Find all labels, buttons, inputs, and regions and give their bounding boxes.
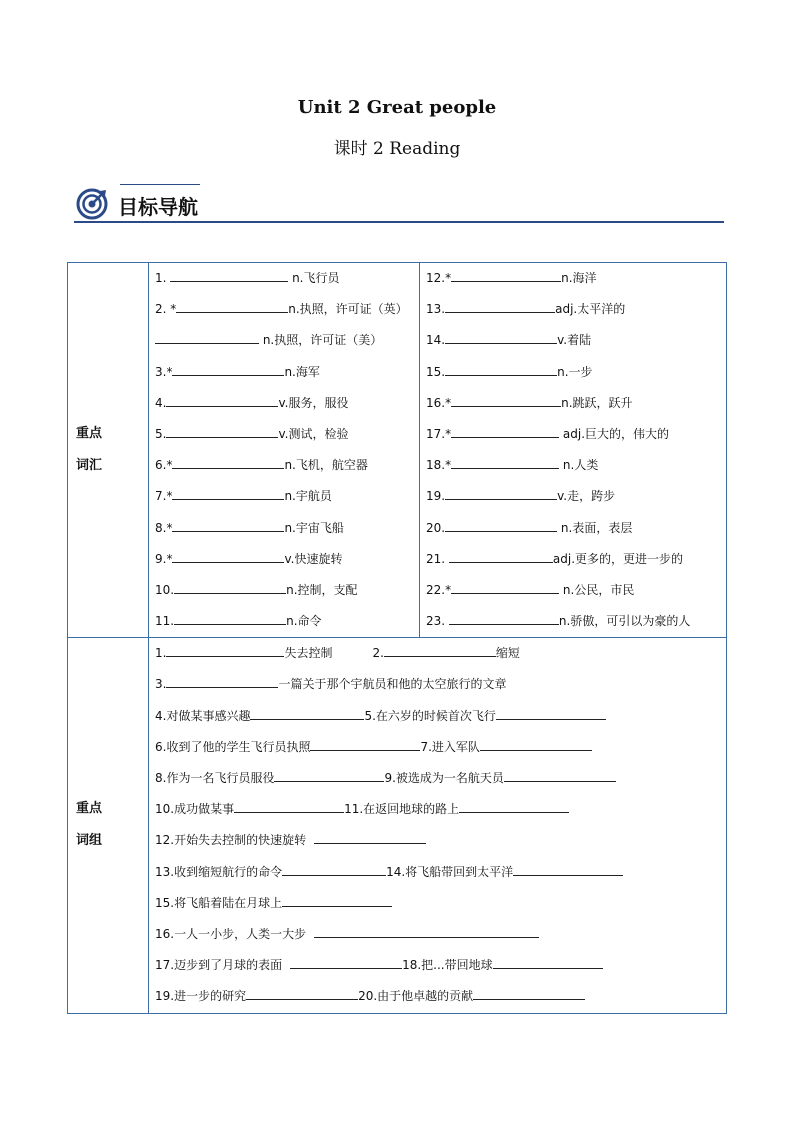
answer-blank[interactable] — [384, 643, 496, 657]
vocab-item: 14. v.着陆 — [420, 325, 726, 356]
vocab-item: 16.* n.跳跃，跃升 — [420, 388, 726, 419]
answer-blank[interactable] — [473, 986, 585, 1000]
vocab-item: 7.* n.宇航员 — [149, 481, 419, 512]
header-bottom-rule — [74, 221, 724, 223]
phrase-item: 15.将飞船着陆在月球上 — [149, 888, 726, 919]
answer-blank[interactable] — [234, 799, 344, 813]
answer-blank[interactable] — [174, 580, 286, 594]
answer-blank[interactable] — [166, 674, 278, 688]
answer-blank[interactable] — [314, 924, 539, 938]
vocab-item: 10. n.控制，支配 — [149, 575, 419, 606]
vocab-item: 22.* n.公民，市民 — [420, 575, 726, 606]
answer-blank[interactable] — [445, 299, 555, 313]
phrase-item: 6.收到了他的学生飞行员执照 7.进入军队 — [149, 732, 726, 763]
answer-blank[interactable] — [176, 299, 288, 313]
answer-blank[interactable] — [172, 549, 284, 563]
answer-blank[interactable] — [449, 611, 559, 625]
vocab-item: 13. adj.太平洋的 — [420, 294, 726, 325]
phrase-item: 19.进一步的研究 20.由于他卓越的贡献 — [149, 981, 726, 1012]
vocab-left-column — [149, 263, 420, 638]
answer-blank[interactable] — [496, 706, 606, 720]
answer-blank[interactable] — [310, 737, 420, 751]
answer-blank[interactable] — [246, 986, 358, 1000]
answer-blank[interactable] — [480, 737, 592, 751]
vocab-item: 20. n.表面，表层 — [420, 513, 726, 544]
answer-blank[interactable] — [449, 549, 553, 563]
answer-blank[interactable] — [172, 486, 284, 500]
section-header-goals — [74, 184, 724, 224]
vocab-item: 1. n.飞行员 — [149, 263, 419, 294]
answer-blank[interactable] — [445, 486, 557, 500]
phrases-section — [68, 638, 727, 1013]
answer-blank[interactable] — [166, 393, 278, 407]
answer-blank[interactable] — [166, 424, 278, 438]
header-top-rule — [120, 184, 200, 185]
answer-blank[interactable] — [445, 518, 557, 532]
vocab-item: n.执照，许可证（美） — [149, 325, 419, 356]
answer-blank[interactable] — [172, 455, 284, 469]
vocab-item: 5. v.测试，检验 — [149, 419, 419, 450]
answer-blank[interactable] — [250, 706, 364, 720]
answer-blank[interactable] — [451, 580, 559, 594]
vocab-item: 3.* n.海军 — [149, 357, 419, 388]
vocab-item: 18.* n.人类 — [420, 450, 726, 481]
answer-blank[interactable] — [174, 611, 286, 625]
answer-blank[interactable] — [166, 643, 284, 657]
phrases-column — [149, 638, 727, 1013]
vocab-item: 11. n.命令 — [149, 606, 419, 637]
answer-blank[interactable] — [314, 830, 426, 844]
vocab-item: 23. n.骄傲，可引以为豪的人 — [420, 606, 726, 637]
phrase-item: 1. 失去控制 2. 缩短 — [149, 638, 726, 669]
phrase-item: 16.一人一小步，人类一大步 — [149, 919, 726, 950]
answer-blank[interactable] — [451, 455, 559, 469]
answer-blank[interactable] — [493, 955, 603, 969]
vocab-item: 4. v.服务，服役 — [149, 388, 419, 419]
vocab-item: 2. * n.执照，许可证（英） — [149, 294, 419, 325]
page-title: Unit 2 Great people — [297, 97, 497, 118]
vocab-item: 15. n.一步 — [420, 357, 726, 388]
answer-blank[interactable] — [172, 518, 284, 532]
vocab-label: 重点 词汇 — [68, 263, 149, 638]
vocab-item: 9.* v.快速旋转 — [149, 544, 419, 575]
study-table — [67, 262, 727, 1014]
vocab-item: 6.* n.飞机，航空器 — [149, 450, 419, 481]
phrase-item: 17.迈步到了月球的表面 18.把...带回地球 — [149, 950, 726, 981]
phrase-item: 10.成功做某事 11.在返回地球的路上 — [149, 794, 726, 825]
answer-blank[interactable] — [170, 268, 288, 282]
answer-blank[interactable] — [274, 768, 384, 782]
answer-blank[interactable] — [445, 362, 557, 376]
answer-blank[interactable] — [513, 862, 623, 876]
phrase-item: 4.对做某事感兴趣 5.在六岁的时候首次飞行 — [149, 701, 726, 732]
answer-blank[interactable] — [504, 768, 616, 782]
page-subtitle: 课时 2 Reading — [333, 139, 461, 159]
answer-blank[interactable] — [282, 862, 386, 876]
phrase-item: 3. 一篇关于那个宇航员和他的太空旅行的文章 — [149, 669, 726, 700]
answer-blank[interactable] — [451, 424, 559, 438]
vocab-section — [68, 263, 727, 638]
vocab-right-column — [420, 263, 727, 638]
phrase-item: 13.收到缩短航行的命令 14.将飞船带回到太平洋 — [149, 857, 726, 888]
answer-blank[interactable] — [451, 268, 561, 282]
section-title: 目标导航 — [118, 195, 198, 219]
answer-blank[interactable] — [155, 330, 259, 344]
target-icon — [76, 188, 108, 220]
vocab-item: 8.* n.宇宙飞船 — [149, 513, 419, 544]
answer-blank[interactable] — [282, 893, 392, 907]
answer-blank[interactable] — [172, 362, 284, 376]
answer-blank[interactable] — [445, 330, 557, 344]
vocab-item: 19. v.走，跨步 — [420, 481, 726, 512]
phrase-item: 12.开始失去控制的快速旋转 — [149, 825, 726, 856]
answer-blank[interactable] — [451, 393, 561, 407]
vocab-item: 12.* n.海洋 — [420, 263, 726, 294]
phrases-label: 重点 词组 — [68, 638, 149, 1013]
vocab-item: 17.* adj.巨大的，伟大的 — [420, 419, 726, 450]
answer-blank[interactable] — [459, 799, 569, 813]
answer-blank[interactable] — [290, 955, 402, 969]
phrase-item: 8.作为一名飞行员服役 9.被选成为一名航天员 — [149, 763, 726, 794]
vocab-item: 21. adj.更多的，更进一步的 — [420, 544, 726, 575]
